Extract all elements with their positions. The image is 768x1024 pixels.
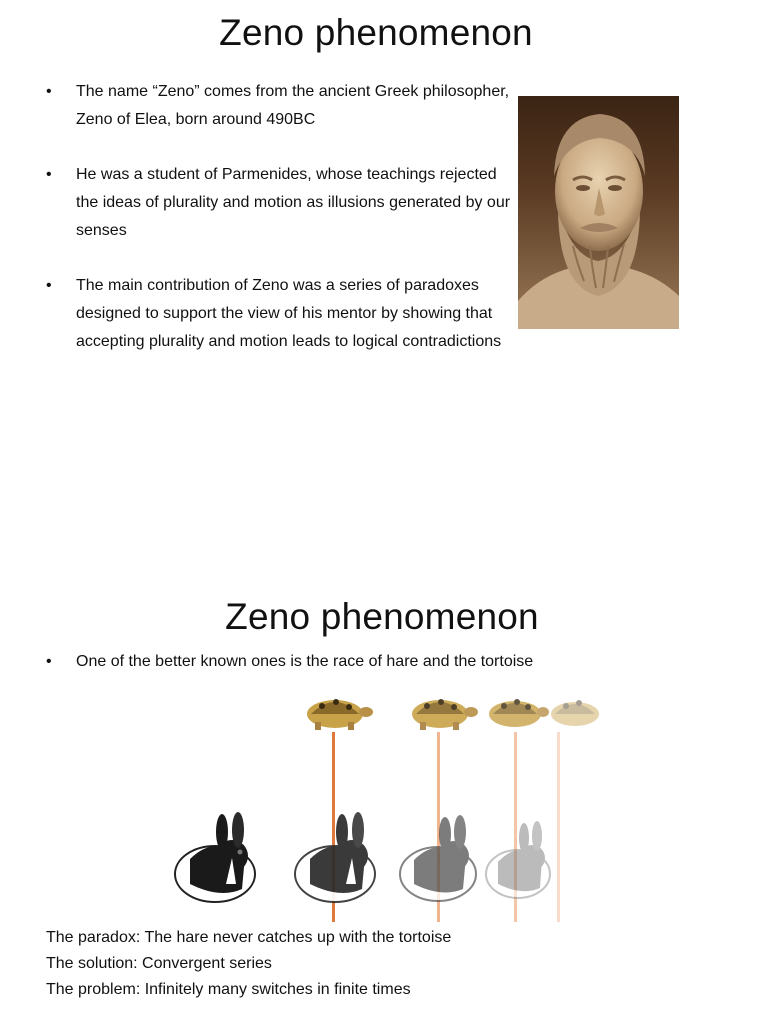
hare-tortoise-race-figure <box>170 684 610 934</box>
bullet-item: • The main contribution of Zeno was a series of paradoxes designed to support the view of his mentor by showing that accepting plurality and motion leads to logical contradictions <box>46 277 502 350</box>
slide-1-title: Zeno phenomenon <box>219 12 533 53</box>
race-illustration <box>170 684 610 934</box>
tortoise-icon <box>412 699 478 730</box>
tortoise-icon <box>551 700 599 726</box>
paradox-summary <box>46 925 726 1003</box>
solution-line: The solution: Convergent series <box>46 955 272 972</box>
hare-icon <box>486 821 550 898</box>
position-line <box>557 732 560 922</box>
paradox-line: The paradox: The hare never catches up with the tortoise <box>46 929 452 946</box>
hare-icon <box>175 812 255 902</box>
bullet-item: • He was a student of Parmenides, whose teachings rejected the ideas of plurality and motion as illusions generated by our senses <box>46 166 511 239</box>
problem-line: The problem: Infinitely many switches in finite times <box>46 981 411 998</box>
slide-1-bullet-list <box>46 78 511 383</box>
bust-illustration <box>518 96 679 329</box>
tortoise-icon <box>307 699 373 730</box>
slide-2-title: Zeno phenomenon <box>225 596 539 637</box>
slide-2 <box>0 512 768 1024</box>
zeno-bust-image <box>518 96 679 329</box>
bullet-item: • The name “Zeno” comes from the ancient Greek philosopher, Zeno of Elea, born around 490BC <box>46 83 510 128</box>
tortoise-icon <box>489 699 549 727</box>
bullet-item: • One of the better known ones is the race of hare and the tortoise <box>46 653 534 670</box>
